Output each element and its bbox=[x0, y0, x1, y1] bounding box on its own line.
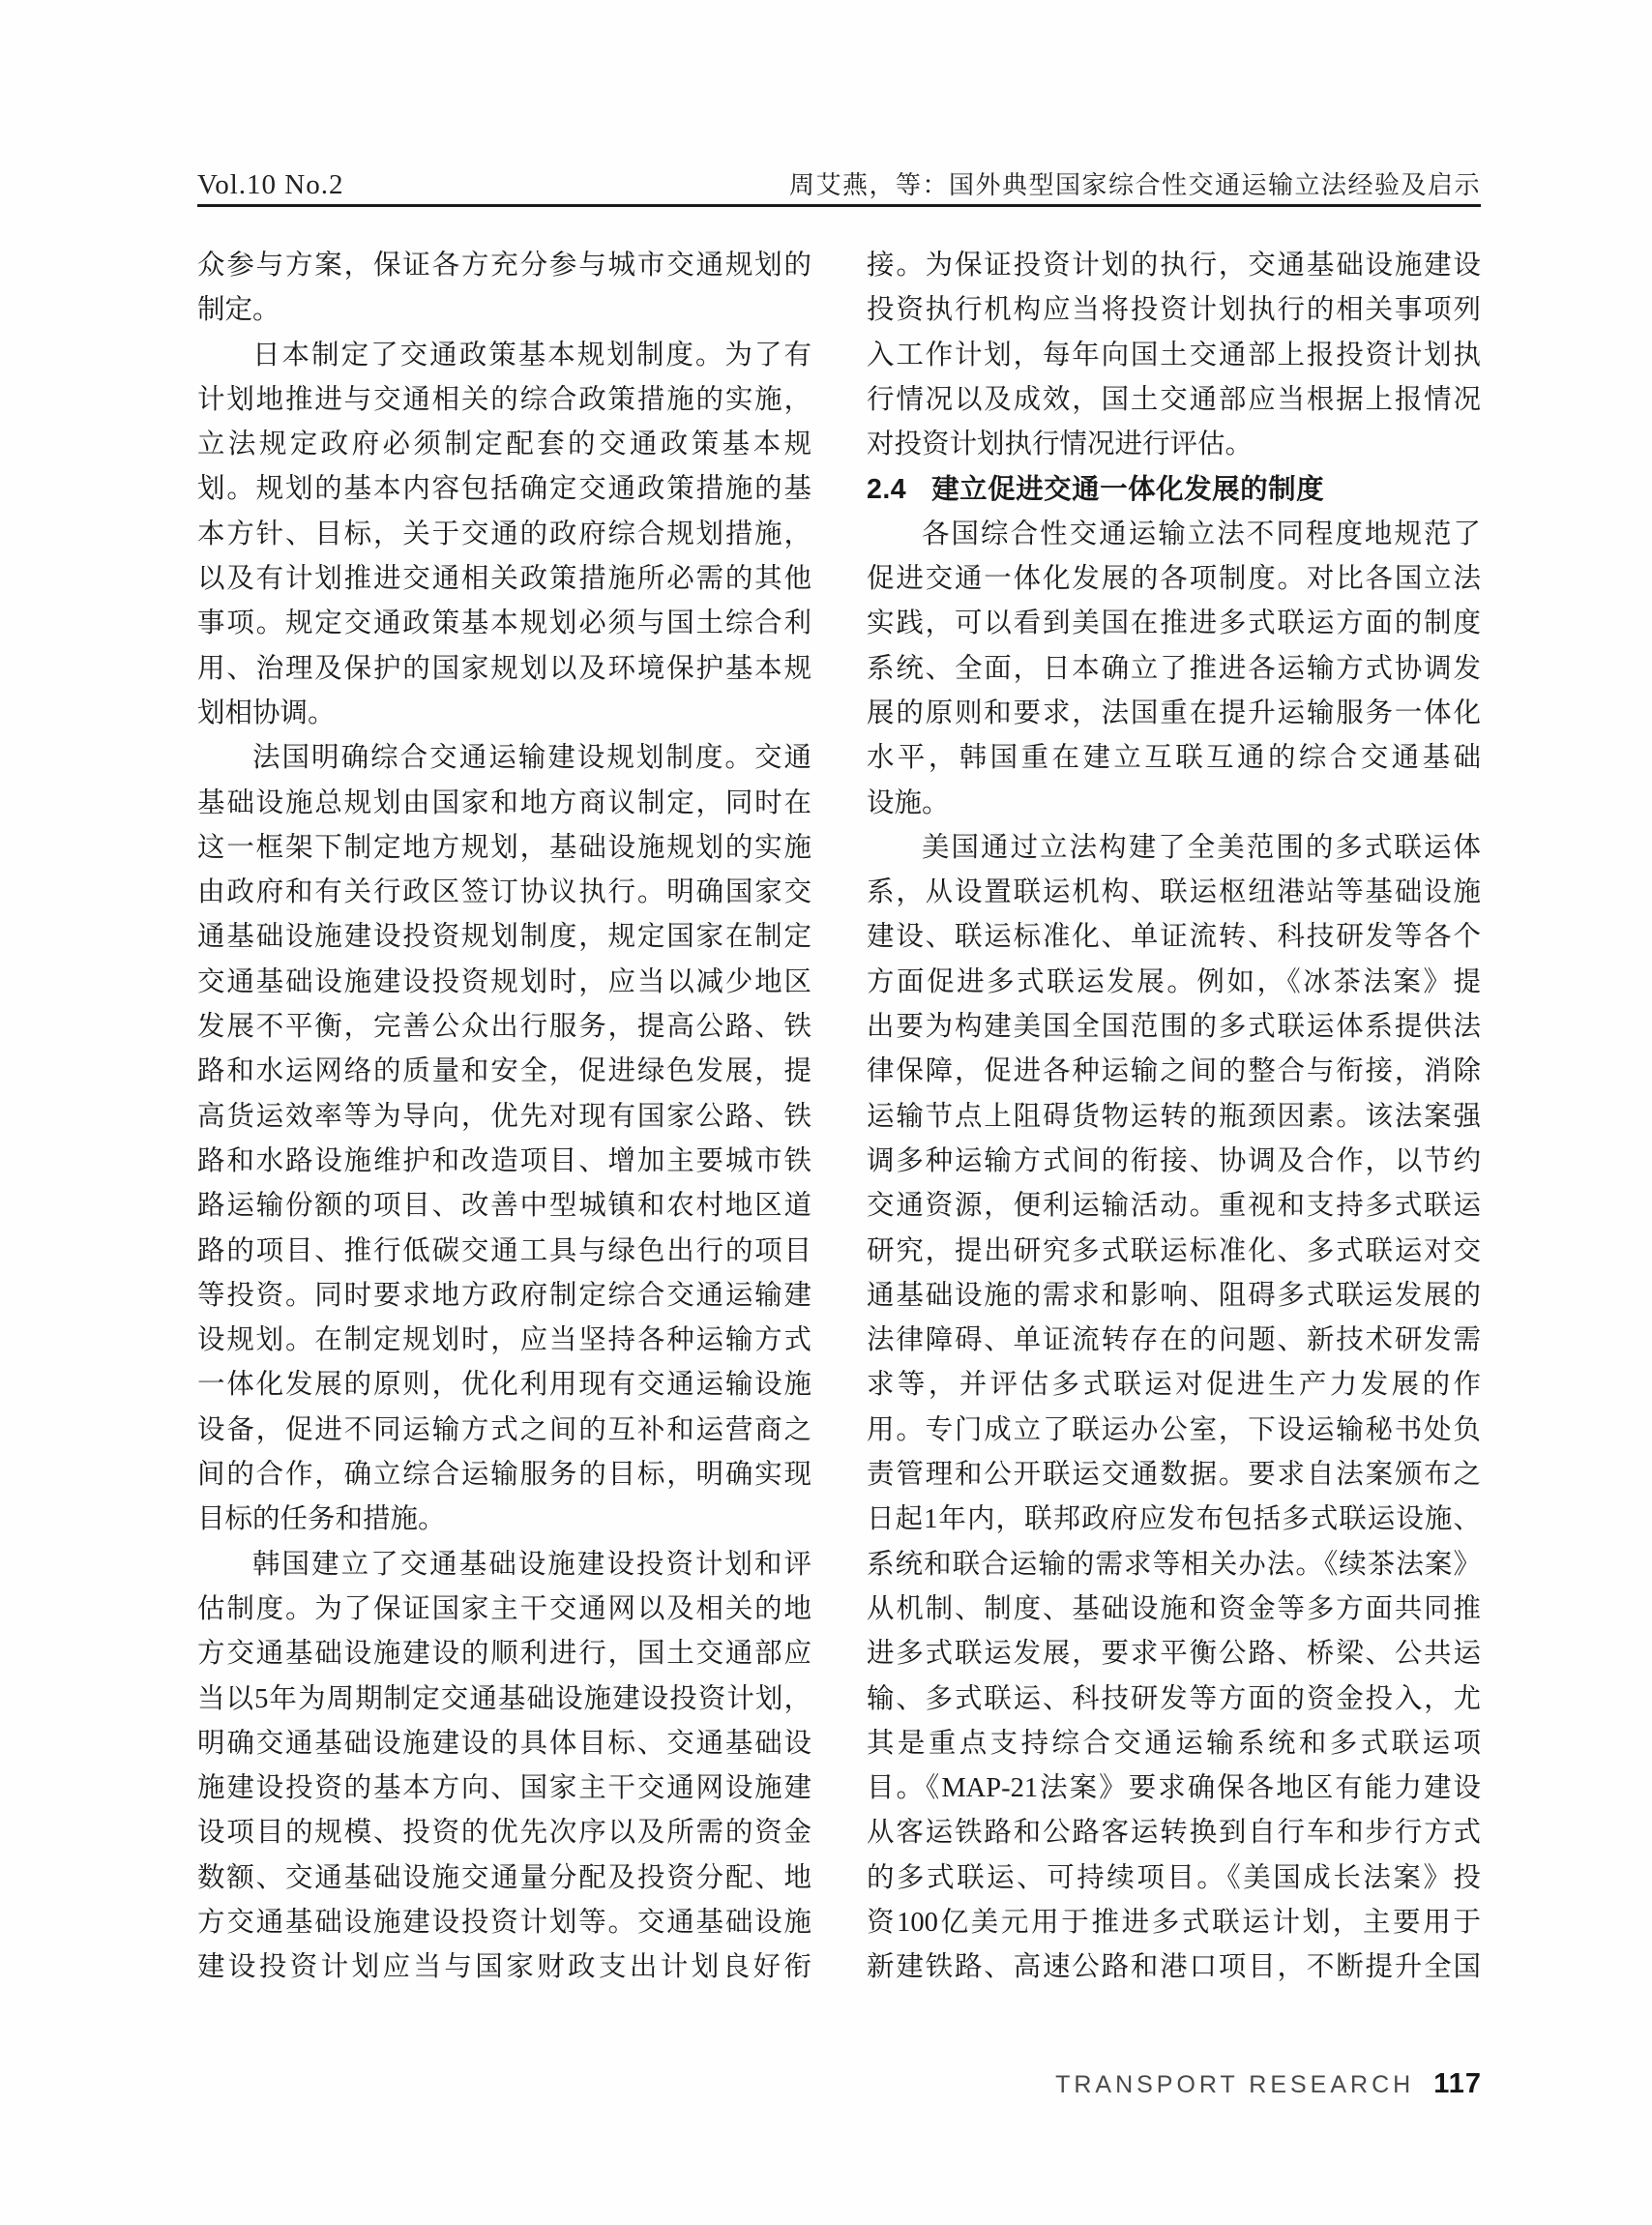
text-line: 用。专门成立了联运办公室，下设运输秘书处负 bbox=[867, 1414, 1481, 1445]
text-line: 行情况以及成效，国土交通部应当根据上报情况 bbox=[867, 384, 1481, 415]
text-line: 律保障，促进各种运输之间的整合与衔接，消除 bbox=[867, 1056, 1481, 1087]
header-rule bbox=[197, 204, 1481, 207]
text-line: 估制度。为了保证国家主干交通网以及相关的地 bbox=[197, 1593, 811, 1624]
text-line: 各国综合性交通运输立法不同程度地规范了 bbox=[922, 519, 1481, 549]
text-line: 从机制、制度、基础设施和资金等多方面共同推 bbox=[867, 1593, 1481, 1624]
text-line: 建设投资计划应当与国家财政支出计划良好衔 bbox=[197, 1952, 811, 1983]
section-title: 建立促进交通一体化发展的制度 bbox=[931, 474, 1325, 506]
text-line: 路的项目、推行低碳交通工具与绿色出行的项目 bbox=[197, 1235, 811, 1266]
text-line: 入工作计划，每年向国土交通部上报投资计划执 bbox=[867, 340, 1481, 371]
text-line: 划相协调。 bbox=[197, 697, 336, 728]
volume-issue-label: Vol.10 No.2 bbox=[197, 169, 344, 200]
text-line: 设项目的规模、投资的优先次序以及所需的资金 bbox=[197, 1818, 811, 1849]
text-line: 以及有计划推进交通相关政策措施所必需的其他 bbox=[197, 564, 811, 595]
text-line: 路和水运网络的质量和安全，促进绿色发展，提 bbox=[197, 1056, 811, 1087]
text-line: 基础设施总规划由国家和地方商议制定，同时在 bbox=[197, 787, 811, 818]
text-line: 立法规定政府必须制定配套的交通政策基本规 bbox=[197, 430, 811, 460]
page-footer bbox=[1055, 2068, 1482, 2099]
text-line: 通基础设施的需求和影响、阻碍多式联运发展的 bbox=[867, 1280, 1481, 1311]
text-line: 其是重点支持综合交通运输系统和多式联运项 bbox=[867, 1728, 1481, 1759]
text-line: 划。规划的基本内容包括确定交通政策措施的基 bbox=[197, 474, 811, 505]
text-line: 用、治理及保护的国家规划以及环境保护基本规 bbox=[197, 653, 811, 684]
section-number: 2.4 bbox=[867, 474, 907, 506]
text-line: 由政府和有关行政区签订协议执行。明确国家交 bbox=[197, 877, 811, 908]
text-line: 交通资源，便利运输活动。重视和支持多式联运 bbox=[867, 1191, 1481, 1222]
text-line: 出要为构建美国全国范围的多式联运体系提供法 bbox=[867, 1012, 1481, 1043]
text-line: 设规划。在制定规划时，应当坚持各种运输方式 bbox=[197, 1325, 811, 1356]
text-line: 一体化发展的原则，优化利用现有交通运输设施 bbox=[197, 1370, 811, 1401]
body-columns bbox=[197, 244, 1481, 1991]
text-line: 输、多式联运、科技研发等方面的资金投入，尤 bbox=[867, 1683, 1481, 1714]
text-line: 通基础设施建设投资规划制度，规定国家在制定 bbox=[197, 922, 811, 953]
text-line: 日起1年内，联邦政府应发布包括多式联运设施、 bbox=[867, 1504, 1481, 1535]
text-line: 进多式联运发展，要求平衡公路、桥梁、公共运 bbox=[867, 1639, 1481, 1670]
text-line: 目标的任务和措施。 bbox=[197, 1504, 446, 1535]
text-line: 系，从设置联运机构、联运枢纽港站等基础设施 bbox=[867, 877, 1481, 908]
section-heading bbox=[867, 467, 1481, 512]
text-line: 明确交通基础设施建设的具体目标、交通基础设 bbox=[197, 1728, 811, 1759]
page-number: 117 bbox=[1433, 2068, 1482, 2099]
text-line: 路运输份额的项目、改善中型城镇和农村地区道 bbox=[197, 1191, 811, 1222]
text-line: 系统和联合运输的需求等相关办法。《续茶法案》 bbox=[867, 1549, 1481, 1580]
text-line: 接。为保证投资计划的执行，交通基础设施建设 bbox=[867, 251, 1481, 281]
text-line: 建设、联运标准化、单证流转、科技研发等各个 bbox=[867, 922, 1481, 953]
text-line: 事项。规定交通政策基本规划必须与国土综合利 bbox=[197, 608, 811, 639]
text-line: 制定。 bbox=[197, 295, 280, 326]
running-title: 周艾燕，等：国外典型国家综合性交通运输立法经验及启示 bbox=[788, 171, 1481, 199]
text-line: 施建设投资的基本方向、国家主干交通网设施建 bbox=[197, 1773, 811, 1804]
text-line: 等投资。同时要求地方政府制定综合交通运输建 bbox=[197, 1280, 811, 1311]
text-line: 路和水路设施维护和改造项目、增加主要城市铁 bbox=[197, 1145, 811, 1176]
text-line: 方交通基础设施建设投资计划等。交通基础设施 bbox=[197, 1907, 811, 1938]
text-line: 计划地推进与交通相关的综合政策措施的实施， bbox=[197, 384, 811, 415]
text-line: 设备，促进不同运输方式之间的互补和运营商之 bbox=[197, 1414, 811, 1445]
text-line: 日本制定了交通政策基本规划制度。为了有 bbox=[252, 340, 811, 371]
text-line: 法律障碍、单证流转存在的问题、新技术研发需 bbox=[867, 1325, 1481, 1356]
text-line: 系统、全面，日本确立了推进各运输方式协调发 bbox=[867, 653, 1481, 684]
text-line: 方面促进多式联运发展。例如，《冰茶法案》提 bbox=[867, 966, 1481, 997]
text-line: 法国明确综合交通运输建设规划制度。交通 bbox=[252, 743, 811, 774]
text-line: 数额、交通基础设施交通量分配及投资分配、地 bbox=[197, 1862, 811, 1893]
text-line: 从客运铁路和公路客运转换到自行车和步行方式 bbox=[867, 1818, 1481, 1849]
text-line: 目。《MAP-21法案》要求确保各地区有能力建设 bbox=[867, 1773, 1481, 1804]
text-line: 资100亿美元用于推进多式联运计划，主要用于 bbox=[867, 1907, 1481, 1938]
text-line: 求等，并评估多式联运对促进生产力发展的作 bbox=[867, 1370, 1481, 1401]
journal-header bbox=[197, 153, 1481, 201]
text-line: 责管理和公开联运交通数据。要求自法案颁布之 bbox=[867, 1460, 1481, 1491]
text-line: 间的合作，确立综合运输服务的目标，明确实现 bbox=[197, 1460, 811, 1491]
text-line: 这一框架下制定地方规划，基础设施规划的实施 bbox=[197, 832, 811, 863]
journal-name: TRANSPORT RESEARCH bbox=[1055, 2071, 1415, 2098]
text-line: 运输节点上阻碍货物运转的瓶颈因素。该法案强 bbox=[867, 1101, 1481, 1132]
text-line: 本方针、目标，关于交通的政府综合规划措施， bbox=[197, 519, 811, 549]
text-line: 交通基础设施建设投资规划时，应当以减少地区 bbox=[197, 966, 811, 997]
text-line: 高货运效率等为导向，优先对现有国家公路、铁 bbox=[197, 1101, 811, 1132]
text-line: 的多式联运、可持续项目。《美国成长法案》投 bbox=[867, 1862, 1481, 1893]
text-line: 设施。 bbox=[867, 787, 950, 818]
text-line: 实践，可以看到美国在推进多式联运方面的制度 bbox=[867, 608, 1481, 639]
text-line: 新建铁路、高速公路和港口项目，不断提升全国 bbox=[867, 1952, 1481, 1983]
text-line: 研究，提出研究多式联运标准化、多式联运对交 bbox=[867, 1235, 1481, 1266]
text-line: 美国通过立法构建了全美范围的多式联运体 bbox=[922, 832, 1481, 863]
text-line: 当以5年为周期制定交通基础设施建设投资计划， bbox=[197, 1683, 811, 1714]
text-line: 调多种运输方式间的衔接、协调及合作，以节约 bbox=[867, 1145, 1481, 1176]
text-line: 方交通基础设施建设的顺利进行，国土交通部应 bbox=[197, 1639, 811, 1670]
column-left bbox=[197, 244, 811, 1991]
text-line: 投资执行机构应当将投资计划执行的相关事项列 bbox=[867, 295, 1481, 326]
text-line: 展的原则和要求，法国重在提升运输服务一体化 bbox=[867, 697, 1481, 728]
text-line: 促进交通一体化发展的各项制度。对比各国立法 bbox=[867, 564, 1481, 595]
text-line: 水平，韩国重在建立互联互通的综合交通基础 bbox=[867, 743, 1481, 774]
text-line: 发展不平衡，完善公众出行服务，提高公路、铁 bbox=[197, 1012, 811, 1043]
text-line: 韩国建立了交通基础设施建设投资计划和评 bbox=[252, 1549, 811, 1580]
text-line: 众参与方案，保证各方充分参与城市交通规划的 bbox=[197, 251, 811, 281]
text-line: 对投资计划执行情况进行评估。 bbox=[867, 430, 1254, 460]
column-right bbox=[867, 244, 1481, 1991]
